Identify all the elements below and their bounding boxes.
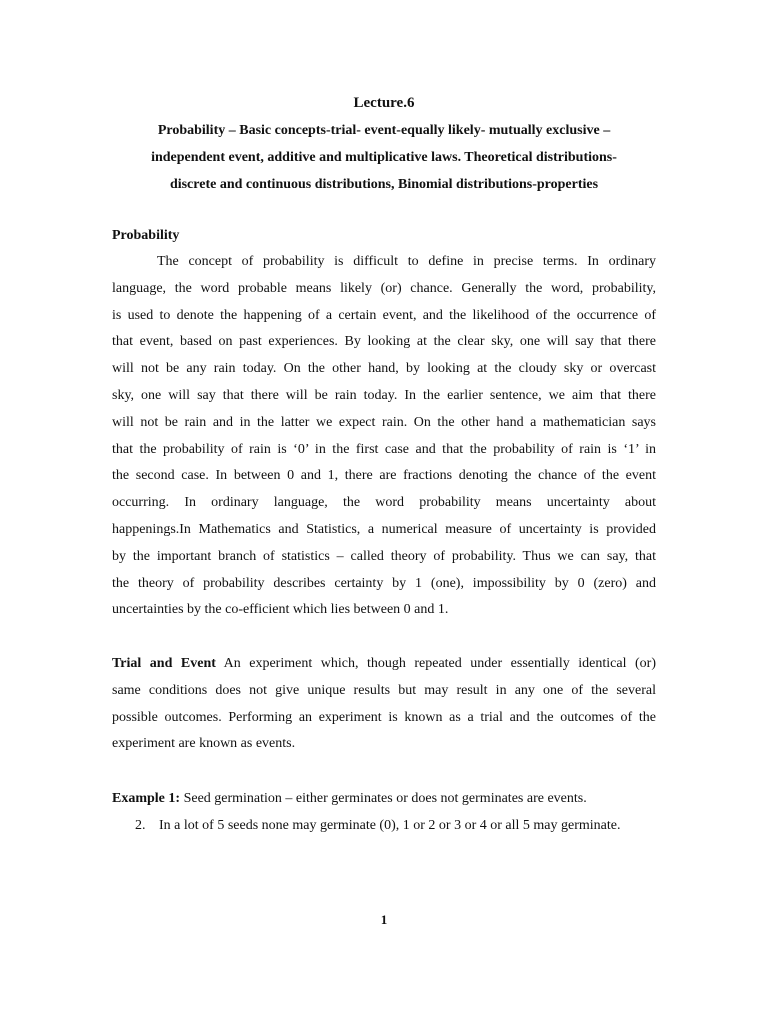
subtitle-line: discrete and continuous distributions, Binomial distributions-properties [169,177,599,192]
list-item-number: 2. [135,818,146,833]
example-list-item [135,812,675,839]
paragraph-line: will not be rain and in the latter we expect rain. On the other hand a mathematician says [112,414,656,430]
paragraph-line: same conditions does not give unique results but may result in any one of the several [112,682,656,698]
title-block [112,90,656,198]
probability-heading: Probability [112,228,180,243]
paragraph-line: happenings.In Mathematics and Statistics, a numerical measure of uncertainty is provided [112,521,656,537]
paragraph-line: occurring. In ordinary language, the word probability means uncertainty about [112,495,656,511]
trial-event-text: An experiment which, though repeated under essentially identical (or) [215,656,656,671]
paragraph-line: sky, one will say that there will be rain today. In the earlier sentence, we aim that there [112,387,656,403]
paragraph-line: that event, based on past experiences. By looking at the clear sky, one will say that there [112,334,656,350]
paragraph-line: The concept of probability is difficult to define in precise terms. In ordinary [157,254,656,269]
paragraph-line: is used to denote the happening of a certain event, and the likelihood of the occurrence of [112,307,656,323]
paragraph-line: experiment are known as events. [112,736,296,752]
paragraph-line [112,651,656,678]
example-label: Example 1: [112,791,181,806]
subtitle-line: independent event, additive and multiplicative laws. Theoretical distributions- [151,150,617,165]
list-item-text: In a lot of 5 seeds none may germinate (0), 1 or 2 or 3 or 4 or all 5 may germinate. [159,818,621,833]
paragraph-line: will not be any rain today. On the other hand, by looking at the cloudy sky or overcast [112,361,656,377]
lecture-title: Lecture.6 [353,95,415,111]
paragraph-line: possible outcomes. Performing an experiment is known as a trial and the outcomes of the [112,709,656,725]
paragraph-line: uncertainties by the co-efficient which lies between 0 and 1. [112,602,449,618]
paragraph-line: language, the word probable means likely (or) chance. Generally the word, probability, [112,280,656,296]
paragraph-line: by the important branch of statistics – called theory of probability. Thus we can say, that [112,548,656,564]
paragraph-line: the second case. In between 0 and 1, there are fractions denoting the chance of the event [112,468,656,484]
page-number: 1 [380,912,388,927]
example-line [112,785,672,812]
trial-event-heading: Trial and Event [112,656,216,671]
subtitle-line: Probability – Basic concepts-trial- event-equally likely- mutually exclusive – [157,123,611,138]
probability-paragraph [112,249,656,624]
paragraph-line: the theory of probability describes certainty by 1 (one), impossibility by 0 (zero) and [112,575,656,591]
trial-event-paragraph [112,651,656,758]
paragraph-line: that the probability of rain is ‘0’ in the first case and that the probability of rain is ‘1’ in [112,441,656,457]
example-text: Seed germination – either germinates or does not germinates are events. [180,791,587,806]
